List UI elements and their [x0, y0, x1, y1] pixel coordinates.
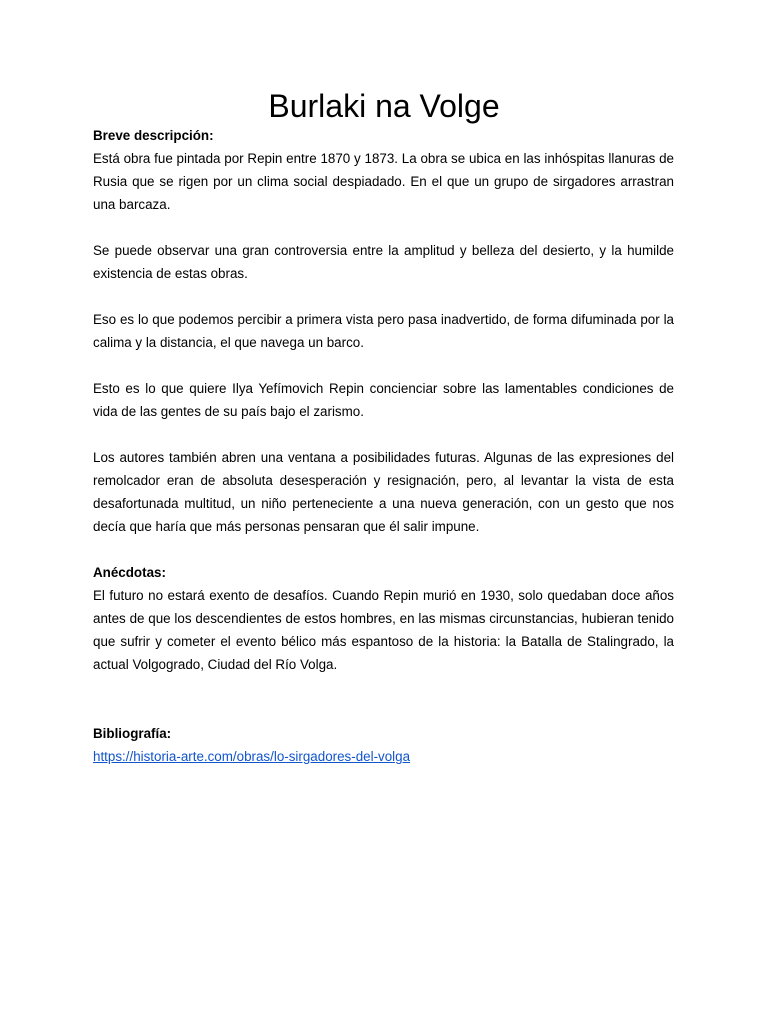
document-title: Burlaki na Volge — [268, 88, 500, 124]
description-heading: Breve descripción: — [93, 128, 214, 143]
description-paragraph-4: Esto es lo que quiere Ilya Yefímovich Repin concienciar sobre las lamentables condiciones de vida de las gentes de su país bajo el zarismo. — [93, 381, 674, 419]
description-paragraph-2: Se puede observar una gran controversia entre la amplitud y belleza del desierto, y la humilde existencia de estas obras. — [93, 243, 674, 281]
paragraph-spacer — [93, 423, 674, 446]
bibliography-entry — [93, 745, 674, 768]
bibliography-link[interactable]: https://historia-arte.com/obras/lo-sirgadores-del-volga — [93, 749, 411, 764]
paragraph-spacer — [93, 285, 674, 308]
description-paragraph-3: Eso es lo que podemos percibir a primera vista pero pasa inadvertido, de forma difuminada por la calima y la distancia, el que navega un barco. — [93, 312, 674, 350]
paragraph-spacer — [93, 538, 674, 561]
anecdotes-paragraph-1: El futuro no estará exento de desafíos. Cuando Repin murió en 1930, solo quedaban doce años antes de que los descendientes de estos hombres, en las mismas circunstancias, hubieran tenido que sufrir y cometer el evento bélico más espantoso de la historia: la Batalla de Stalingrado, la actual Volgogrado, Ciudad del Río Volga. — [93, 588, 674, 672]
paragraph-spacer — [93, 354, 674, 377]
description-paragraph-5: Los autores también abren una ventana a posibilidades futuras. Algunas de las expresiones del remolcador eran de absoluta desesperación y resignación, pero, al levantar la vista de esta desafortunada multitud, un niño perteneciente a una nueva generación, con un gesto que nos decía que haría que más personas pensaran que él salir impune. — [93, 450, 674, 534]
anecdotes-heading: Anécdotas: — [93, 565, 166, 580]
bibliography-heading: Bibliografía: — [93, 726, 172, 741]
section-spacer — [93, 676, 674, 722]
description-paragraph-1: Está obra fue pintada por Repin entre 1870 y 1873. La obra se ubica en las inhóspitas llanuras de Rusia que se rigen por un clima social despiadado. En el que un grupo de sirgadores arrastran una barcaza. — [93, 151, 674, 212]
paragraph-spacer — [93, 216, 674, 239]
document-body — [93, 124, 674, 768]
